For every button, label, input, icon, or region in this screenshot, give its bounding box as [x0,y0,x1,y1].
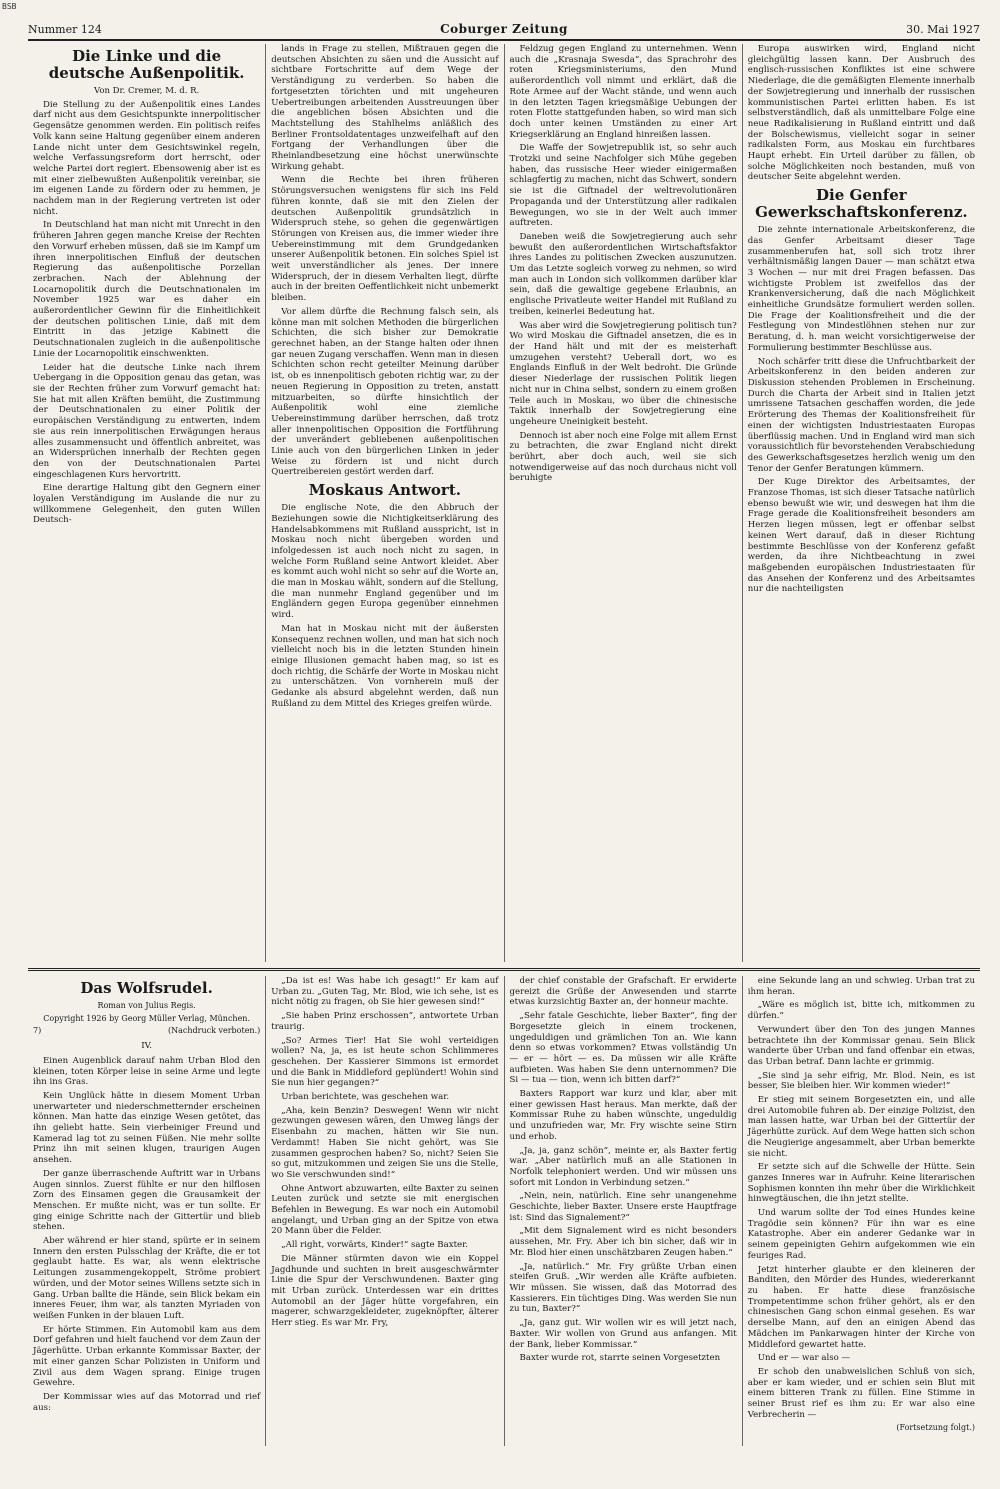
paragraph: eine Sekunde lang an und schwieg. Urban trat zu ihm heran. [747,976,975,997]
paragraph: Vor allem dürfte die Rechnung falsch sein, als könne man mit solchen Methoden die bürgerlichen Schichten, die sich bisher zur Demokratie gerechnet haben, an der Stange halten oder ihnen gar neuen Zugang verschaffen. Wenn man in diesen Schichten schon recht geteilter Meinung darüber ist, ob es innenpolitisch geboten richtig war, zu der neuen Regierung in Opposition zu treten, anstatt mitzuarbeiten, so dürfte hinsichtlich der Außenpolitik wohl eine ziemliche Uebereinstimmung darüber herrschen, daß trotz aller innenpolitischen Opposition die Fortführung der unverändert gebliebenen außenpolitischen Linie auch von den bürgerlichen Linken in jeder Weise zu fördern ist und nicht durch Quertreibereien gestört werden darf. [271,306,499,478]
paragraph: „Ja, ja, ganz schön“, meinte er, als Baxter fertig war. „Aber natürlich muß an alle Stationen in Norfolk telephoniert werden. Und wir müssen uns sofort mit London in Verbindung setzen.“ [509,1145,737,1188]
paragraph: Wenn die Rechte bei ihren früheren Störungsversuchen wenigstens für sich ins Feld führen konnte, daß sie mit den Zielen der deutschen Außenpolitik grundsätzlich in Widerspruch stehe, so gehen die gegenwärtigen Störungen von Kreisen aus, die immer wieder ihre Uebereinstimmung mit dem Grundgedanken unserer Außenpolitik betonen. Ein solches Spiel ist weit unverständlicher als jenes. Der innere Widerspruch, der in diesem Verhalten liegt, dürfte auch in der breiten Oeffentlichkeit nicht unbemerkt bleiben. [271,175,499,304]
paragraph: Europa auswirken wird, England nicht gleichgültig lassen kann. Der Ausbruch des englisch-russischen Konfliktes ist eine schwere Niederlage, die die gemäßigten Elemente innerhalb der Sowjetregierung und innerhalb der russischen kommunistischen Partei erlitten haben. Es ist selbstverständlich, daß als unmittelbare Folge eine neue Radikalisierung in Rußland eintritt und daß der Bolschewismus, vielleicht sogar in seiner radikalsten Form, aus Moskau ein furchtbares Haupt erhebt. Ein Urteil darüber zu fällen, ob solche Möglichkeiten noch bestanden, muß von deutscher Seite abgelehnt werden. [747,44,975,183]
column-1 [28,44,266,962]
issue-date: 30. Mai 1927 [906,23,980,36]
paragraph: Jetzt hinterher glaubte er den kleineren der Banditen, den Mörder des Hundes, wiedererkannt zu haben. Er hatte diese französische Trompetentimme schon früher gehört, als er den chinesischen Gang schon einmal gesehen. Es war derselbe Mann, auf den an einigen Abend das Mädchen im Pankarwagen hinter der Kirche von Middleford gewartet hatte. [747,1264,975,1350]
paragraph: Die zehnte internationale Arbeitskonferenz, die das Genfer Arbeitsamt dieser Tage zusammenberufen hat, soll sich trotz ihrer verhältnismäßig langen Dauer — man schätzt etwa 3 Wochen — nur mit drei Fragen befassen. Das wichtigste Problem ist zweifellos das der Krankenversicherung, daß die nach Möglichkeit einheitliche Grundsätze formuliert werden sollen. Die Frage der Koalitionsfreiheit und die der Festlegung von Mindestlöhnen stehen nur zur Beratung, d. h. man weicht vorsichtigerweise der Formulierung bestimmter Beschlüsse aus. [747,225,975,353]
paragraph: Einen Augenblick darauf nahm Urban Blod den kleinen, toten Körper leise in seine Arme und legte ihn ins Gras. [33,1055,261,1088]
paragraph: lands in Frage zu stellen, Mißtrauen gegen die deutschen Absichten zu säen und die Aussicht auf sichtbare Fortschritte auf dem Wege der Verständigung zu verderben. So haben die fortgesetzten törichten und mit ungeheuren Uebertreibungen arbeitenden Ausstreuungen über die angeblichen bösen Absichten und die Machtstellung des Stahlhelms anläßlich des Berliner Frontsoldatentages unzweifelhaft auf den Fortgang der Verhandlungen über die Rheinlandbesetzung eine höchst unerwünschte Wirkung gehabt. [271,44,499,172]
masthead: Coburger Zeitung [440,22,568,36]
paragraph: Was aber wird die Sowjetregierung politisch tun? Wo wird Moskau die Giftnadel ansetzen, die es in der Hand hält und mit der es meisterhaft umzugehen versteht? Ueberall dort, wo es Englands Einfluß in der Welt bedroht. Die Gründe dieser Niederlage der russischen Politik liegen nicht nur in China selbst, sondern zu einem großen Teile auch in Moskau, wo über die chinesische Taktik innerhalb der Sowjetregierung eine ungeheure Uneinigkeit besteht. [509,320,737,427]
serial-column-3 [505,976,743,1446]
library-stamp: BSB [2,2,17,11]
page-header [28,18,980,41]
paragraph: Er schob den unabweislichen Schluß von sich, aber er kam wieder, und er schien sein Blut mit einem bitteren Trank zu füllen. Eine Stimme in seiner Brust rief es ihm zu: Er war also eine Verbrecherin — [747,1366,975,1420]
serial-headline: Das Wolfsrudel. [80,979,213,997]
article-headline: Die Linke und die deutsche Außenpolitik. [48,47,245,82]
paragraph: Der ganze überraschende Auftritt war in Urbans Augen sinnlos. Zuerst fühlte er nur den hilflosen Zorn des Einsamen gegen die Grausamkeit der Menschen. Er mußte nicht, was er tun sollte. Er ging einige Schritte nach der Gittertür und blieb stehen. [33,1168,261,1233]
paragraph: Ohne Antwort abzuwarten, eilte Baxter zu seinen Leuten zurück und setzte sie mit energischen Befehlen in Bewegung. Es war noch ein Automobil angelangt, und Urban ging an der Spitze von etwa 20 Mann über die Felder. [271,1183,499,1237]
paragraph: Man hat in Moskau nicht mit der äußersten Konsequenz rechnen wollen, und man hat sich noch vielleicht noch bis in die letzten Stunden hinein einige Illusionen gemacht haben mag, so ist es doch richtig, die Schärfe der Worte in Moskau nicht zu unterschätzen. Von vornherein muß der Gedanke als absurd abgelehnt werden, daß nun Rußland zu dem Mittel des Krieges greifen würde. [271,623,499,709]
paragraph: Und er — war also — [757,1353,851,1364]
newspaper-page [28,18,980,1473]
serial-meta [33,1026,260,1037]
article-byline: Von Dr. Cremer, M. d. R. [93,86,200,96]
top-columns [28,44,980,962]
bottom-columns [28,976,980,1446]
paragraph: „Mit dem Signalement wird es nicht besonders aussehen, Mr. Fry. Aber ich bin sicher, daß wir in Mr. Blod hier einen unschätzbaren Zeugen haben.“ [509,1226,737,1258]
paragraph: Die Stellung zu der Außenpolitik eines Landes darf nicht aus dem Gesichtspunkte innerpolitischer Gegensätze genommen werden. Ein politisch reifes Volk kann seine Haltung gegenüber einem anderen Lande nicht unter dem Gesichtswinkel regeln, welche Verfassungsreform dort herrscht, oder welche Partei dort regiert. Ebensowenig aber ist es mit einer zielbewußten Außenpolitik vereinbar, sie im eigenen Lande zu fördern oder zu hemmen, je nachdem man in der Regierung vertreten ist oder nicht. [33,99,261,217]
paragraph: „So? Armes Tier! Hat Sie wohl verteidigen wollen? Na, ja, es ist heute schon Schlimmeres geschehen. Der Kassierer Simmons ist ermordet und die Bank in Middleford geplündert! Wohin sind Sie nun hier gegangen?“ [271,1035,499,1089]
paragraph: Und warum sollte der Tod eines Hundes keine Tragödie sein können? Für ihn war es eine Katastrophe. Aber ein anderer Gedanke war in seinem gepeinigten Gehirn aufgekommen wie ein feuriges Rad. [747,1208,975,1261]
paragraph: Der Kuge Direktor des Arbeitsamtes, der Franzose Thomas, ist sich dieser Tatsache natürlich ebenso bewußt wie wir, und deswegen hat ihm die Frage gerade die Koalitionsfreiheit besonders am Herzen liegen müssen, legt er offenbar selbst keinen Wert darauf, daß in dieser Richtung bestimmte Beschlüsse von der Konferenz gefaßt werden, da ihre Nichtbeachtung in zwei maßgebenden europäischen Industriestaaten für das Ansehen der Konferenz und des Arbeitsamtes nur die nachteiligsten [747,477,975,595]
paragraph: Er setzte sich auf die Schwelle der Hütte. Sein ganzes Inneres war in Aufruhr. Keine literarischen Sophismen konnten ihn mehr über die Wirklichkeit hinwegtäuschen, die ihn jetzt stellte. [747,1162,975,1205]
paragraph: Eine derartige Haltung gibt den Gegnern einer loyalen Verständigung im Auslande die nur zu willkommene Gelegenheit, den guten Willen Deutsch- [33,483,261,526]
paragraph: „Aha, kein Benzin? Deswegen! Wenn wir nicht gezwungen gewesen wären, den Umweg längs der Eisenbahn zu machen, hätten wir Sie nun. Verdammt! Haben Sie nicht gehört, was Sie zusammen gesprochen haben? So, nicht? Seien Sie so gut, mitzukommen und zeigen Sie uns die Stelle, wo Sie verschwunden sind!“ [271,1105,499,1180]
paragraph: der chief constable der Grafschaft. Er erwiderte gereizt die Grüße der Anwesenden und starrte etwas kurzsichtig Baxter an, der honneur machte. [509,976,737,1008]
serial-column-2 [266,976,504,1446]
paragraph: Kein Unglück hätte in diesem Moment Urban unerwarteter und niederschmetternder erscheinen können. Man hatte das einzige Wesen getötet, das ihn geliebt hatte. Sein vierbeiniger Freund und Kamerad lag tot zu seinen Füßen. Nie mehr sollte Prinz ihn mit seinen klugen, traurigen Augen ansehen. [33,1090,261,1166]
article-headline: Moskaus Antwort. [308,481,461,500]
paragraph: Die Waffe der Sowjetrepublik ist, so sehr auch Trotzki und seine Nachfolger sich Mühe gegeben haben, das russische Heer wieder einigermaßen schlagfertig zu machen, nicht das Schwert, sondern sie ist die Giftnadel der weltrevolutionären Propaganda und der Unterstützung aller radikalen Bewegungen, wo sie in der Welt auch immer auftreten. [509,143,737,229]
chapter-number: IV. [141,1041,153,1052]
paragraph: Baxter wurde rot, starrte seinen Vorgesetzten [519,1353,721,1364]
serial-column-4 [743,976,980,1446]
paragraph: Die Männer stürmten davon wie ein Koppel Jagdhunde und suchten in breit ausgeschwärmter Linie die Spur der Verschwundenen. Baxter ging mit Urban zurück. Unterdessen war ein drittes Automobil an der Jäger hütte vorgefahren, ein magerer, schwarzgekleideter, zugeknöpfter, älterer Herr stieg. Es war Mr. Fry, [271,1253,499,1329]
paragraph: „Da ist es! Was habe ich gesagt!“ Er kam auf Urban zu. „Guten Tag, Mr. Blod, wie ich sehe, ist es nicht nötig zu fragen, ob Sie hier gewesen sind!“ [271,976,499,1008]
paragraph: Feldzug gegen England zu unternehmen. Wenn auch die „Krasnaja Swesda“, das Sprachrohr des roten Kriegsministeriums, den Mund außerordentlich voll nimmt und erklärt, daß die Rote Armee auf der Wacht stände, und wenn auch in den letzten Tagen kriegsmäßige Uebungen der roten Flotte stattgefunden haben, so wird man sich doch unter keinen Umständen zu einer Art Kriegserklärung an England hinreißen lassen. [509,44,737,140]
paragraph: Der Kommissar wies auf das Motorrad und rief aus: [33,1391,261,1413]
serial-instalment: 7) [33,1026,42,1036]
paragraph: Noch schärfer tritt diese die Unfruchtbarkeit der Arbeitskonferenz in den beiden anderen zur Diskussion stehenden Problemen in Erscheinung. Durch die Charta der Arbeit sind in Italien jetzt umrissene Tatsachen geschaffen worden, die jede Erörterung des Themas der Koalitionsfreiheit für einen der wichtigsten Industriestaaten Europas überflüssig machen. Und in England wird man sich voraussichtlich für bevorstehenden Verabschiedung des Gewerkschaftsgesetzes herzlich wenig um den Tenor der Genfer Beratungen kümmern. [747,356,975,474]
article-headline: Die Genfer Gewerkschaftskonferenz. [755,186,968,222]
paragraph: „Wäre es möglich ist, bitte ich, mitkommen zu dürfen.“ [747,1000,975,1022]
paragraph: In Deutschland hat man nicht mit Unrecht in den früheren Jahren gegen manche Kreise der Rechten den Vorwurf erheben müssen, daß sie im Kampf um ihren innerpolitischen Einfluß der deutschen Regierung das außenpolitische Porzellan zerbrachen. Nach der Ablehnung der Locarnopolitik durch die Deutschnationalen im November 1925 war es daher ein außerordentlicher Gewinn für die Einheitlichkeit der deutschen politischen Linie, daß mit dem Eintritt in das jetzige Kabinett die Deutschnationalen zugleich in die außenpolitische Linie der Locarnopolitik einschwenkten. [33,220,261,359]
paragraph: Leider hat die deutsche Linke nach ihrem Uebergang in die Opposition genau das getan, was sie der Rechten früher zum Vorwurf gemacht hat: Sie hat mit allen Kräften bemüht, die Zustimmung der Deutschnationalen zu einer Politik der europäischen Verständigung zu entwerten, indem sie aus rein innerpolitischen Erwägungen heraus alles zusammensucht und öffentlich anbreitet, was an Widersprüchen innerhalb der Rechten gegen den von der Deutschnationalen Partei eingeschlagenen Kurs hervortritt. [33,362,261,480]
paragraph: „Ja, ganz gut. Wir wollen wir es will jetzt nach, Baxter. Wir wollen von Grund aus anfangen. Mit der Bank, lieber Kommissar.“ [509,1318,737,1350]
serial-column-1 [28,976,266,1446]
paragraph: „Sie sind ja sehr eifrig, Mr. Blod. Nein, es ist besser, Sie bleiben hier. Wir kommen wieder!“ [747,1070,975,1092]
column-4 [743,44,980,962]
issue-number: Nummer 124 [28,23,102,36]
serial-subtitle: Roman von Julius Regis. [97,1001,196,1010]
paragraph: Die englische Note, die den Abbruch der Beziehungen sowie die Nichtigkeitserklärung des Handelsabkommens mit Rußland ausspricht, ist in Moskau noch nicht übergeben worden und infolgedessen ist auch noch nicht zu sagen, in welche Form Rußland seine Antwort kleidet. Aber es kommt auch wohl nicht so sehr auf die Worte an, die man in Moskau wählt, sondern auf die Stellung, die man nunmehr England gegenüber und im Engländern gegen Europa gegenüber einnehmen wird. [271,503,499,621]
serial-reprint-notice: (Nachdruck verboten.) [167,1026,261,1036]
paragraph: „All right, vorwärts, Kinder!“ sagte Baxter. [281,1240,468,1251]
paragraph: „Ja, natürlich.“ Mr. Fry grüßte Urban einen steifen Gruß. „Wir werden alle Kräfte aufbieten. Wir müssen. Sie wissen, daß das Motorrad des Kassierers. Ein tüchtiges Ding. Was werden Sie nun zu tun, Baxter?“ [509,1261,737,1315]
paragraph: Verwundert über den Ton des jungen Mannes betrachtete ihn der Kommissar genau. Sein Blick wanderte über Urban und fand offenbar ein etwas, das Urban betraf. Dann lachte er grimmig. [747,1024,975,1067]
paragraph: Baxters Rapport war kurz und klar, aber mit einer gewissen Hast heraus. Man merkte, daß der Kommissar Ruhe zu haben wünschte, ungeduldig und unzufrieden war, Mr. Fry wischte seine Stirn und erhob. [509,1089,737,1142]
paragraph: Er stieg mit seinem Borgesetzten ein, und alle drei Automobile fuhren ab. Der einzige Polizist, den man lassen hatte, war Urban bei der Gittertür der Jägerhütte zurück. Auf dem Wege hatten sich schon die Neugierige angesammelt, aber Urban bemerkte sie nicht. [747,1095,975,1159]
column-2 [266,44,504,962]
paragraph: Urban berichtete, was geschehen war. [281,1092,450,1103]
section-divider [28,968,980,971]
paragraph: Daneben weiß die Sowjetregierung auch sehr bewußt den außerordentlichen Wirtschaftsfaktor ihres Landes zu politischen Zwecken auszunutzen. Um das Letzte sogleich vorweg zu nehmen, so wird man auch in London sich vollkommen darüber klar sein, daß die gewaltige gegebene Erlaubnis, an englische Privatleute weiter Handel mit Rußland zu treiben, keinerlei Bedeutung hat. [509,231,737,317]
paragraph: „Nein, nein, natürlich. Eine sehr unangenehme Geschichte, lieber Baxter. Unsere erste Hauptfrage ist: Sind das Signalement?“ [509,1191,737,1223]
continuation-note: (Fortsetzung folgt.) [896,1423,975,1433]
paragraph: Er hörte Stimmen. Ein Automobil kam aus dem Dorf gefahren und hielt fauchend vor dem Zaun der Jägerhütte. Urban erkannte Kommissar Baxter, der mit einer ganzen Schar Polizisten in Uniform und Zivil aus dem Wagen sprang. Einige trugen Gewehre. [33,1324,261,1389]
paragraph: „Sie haben Prinz erschossen“, antwortete Urban traurig. [271,1011,499,1032]
column-3 [505,44,743,962]
paragraph: „Sehr fatale Geschichte, lieber Baxter“, fing der Borgesetzte gleich in einem trockenen, ungeduldigen und grämlichen Ton an. Wie kann denn so etwas vorkommen? Etwas vollständig Un — er — hört — es. Da müssen wir alle Kräfte aufbieten. Was haben Sie denn unternommen? Die Si — tua — tion, wenn ich bitten darf?“ [509,1011,737,1086]
paragraph: Aber während er hier stand, spürte er in seinem Innern den ersten Pulsschlag der Kräfte, die er tot geglaubt hatte. Es war, als wenn elektrische Leitungen zusammengekoppelt, Ströme probiert würden, und der Motor seines Willens setzte sich in Gang. Urban ballte die Hände, sein Blick bekam ein inneres Feuer, ihm war, als tanzten Myriaden von weißen Funken in der blauen Luft. [33,1236,261,1321]
serial-copyright: Copyright 1926 by Georg Müller Verlag, München. [43,1013,250,1023]
paragraph: Dennoch ist aber noch eine Folge mit allem Ernst zu betrachten, die zwar England nicht direkt berührt, aber doch auch, weil sie sich notwendigerweise auf das noch durchaus nicht voll beruhigte [509,430,737,484]
